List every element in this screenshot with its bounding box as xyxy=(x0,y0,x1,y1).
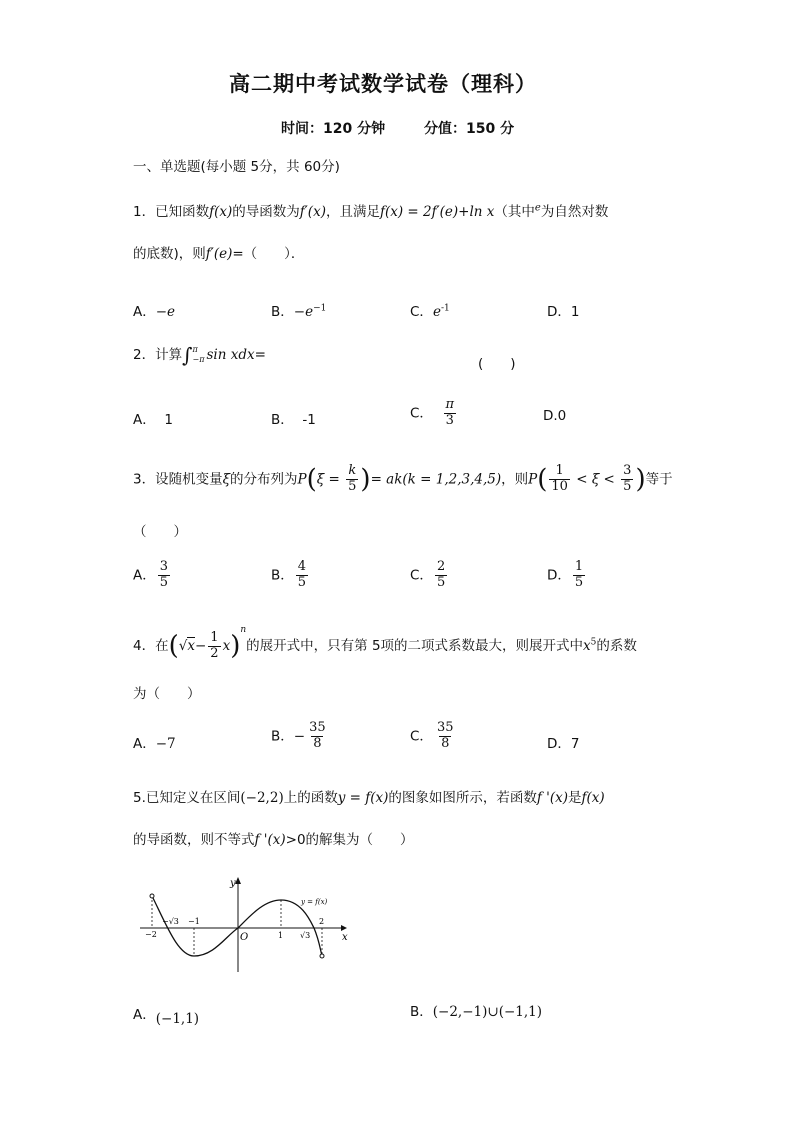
q5-interval: (−2,2) xyxy=(240,790,284,806)
fraction xyxy=(444,398,457,429)
option-letter: C． xyxy=(410,728,433,745)
numerator: 35 xyxy=(436,720,454,735)
q4-x5: x xyxy=(583,638,591,654)
option-exponent: −1 xyxy=(313,303,327,314)
exponent-5: 5 xyxy=(590,637,597,648)
denominator: 5 xyxy=(159,574,169,590)
option-letter: B． xyxy=(271,728,294,745)
denominator: 3 xyxy=(445,412,454,428)
fraction xyxy=(307,721,328,752)
question-3-line-1: 3．设随机变量ξ的分布列为P(ξ = $\frac{k}{5}$ )= ak(k = 1,2,3,4,5)，则P( $\frac{1}{10}$ < ξ < $\frac{3}{5}$ )等于 xyxy=(133,463,673,495)
denominator: 8 xyxy=(313,735,322,751)
q2-option-d[interactable] xyxy=(543,408,566,424)
tick-2: 2 xyxy=(319,917,325,926)
option-letter: C． xyxy=(410,405,433,422)
q1-text-2: 的导函数为 xyxy=(232,204,300,220)
q3-xi-3: ξ xyxy=(591,471,600,488)
option-value: -1 xyxy=(302,412,316,428)
question-5-line-1 xyxy=(133,786,605,806)
close-paren: ) xyxy=(360,464,371,495)
numerator: 2 xyxy=(436,559,446,574)
option-value: (−2,−1)∪(−1,1) xyxy=(432,1004,543,1020)
q4-text-2: 的展开式中，只有第 5项的二项式系数最大，则展开式中 xyxy=(246,638,584,654)
q3-text-4: 等于 xyxy=(645,471,673,488)
fraction xyxy=(158,560,170,591)
y-axis-label: y xyxy=(230,878,236,889)
q1-number: 1． xyxy=(133,204,156,220)
q4-text-1: 4．在 xyxy=(133,638,169,654)
q2-option-c[interactable] xyxy=(410,398,458,429)
option-letter: A． xyxy=(133,412,156,428)
option-letter: D． xyxy=(547,736,571,752)
numerator: 1 xyxy=(555,463,564,478)
option-letter: C． xyxy=(410,567,433,584)
question-1-line-1 xyxy=(133,200,608,220)
option-value: e xyxy=(432,304,441,320)
q4-option-b[interactable] xyxy=(271,721,330,752)
option-letter: D． xyxy=(547,304,571,320)
q5-text-2: 上的函数 xyxy=(283,790,338,806)
q3-option-b[interactable] xyxy=(271,560,310,591)
numerator: k xyxy=(348,463,357,478)
question-3-line-2: （ ） xyxy=(133,524,187,540)
fraction xyxy=(435,721,456,752)
q1-text-3: ，且满足 xyxy=(325,204,380,220)
denominator: 2 xyxy=(210,645,219,661)
page-title: 高二期中考试数学试卷（理科） xyxy=(229,72,537,96)
q1-option-b[interactable] xyxy=(271,300,326,320)
y-axis-arrow xyxy=(235,877,241,884)
open-paren: ( xyxy=(537,464,548,495)
denominator: 5 xyxy=(436,574,446,590)
q1-option-a[interactable] xyxy=(133,300,175,320)
q1-text-5: 为自然对数 xyxy=(540,204,609,220)
minus-sign: − xyxy=(293,728,306,745)
option-value: 1 xyxy=(164,412,173,428)
lower-limit: −π xyxy=(192,355,205,364)
option-letter: D． xyxy=(547,567,571,584)
denominator: 5 xyxy=(348,478,357,494)
exponent-n: n xyxy=(240,625,247,635)
q5-option-a[interactable] xyxy=(133,1003,200,1027)
score-label: 分值：150 分 xyxy=(424,121,515,137)
q1-fpe: f′(e) xyxy=(205,246,233,262)
q4-option-c[interactable] xyxy=(410,721,457,752)
q3-option-a[interactable] xyxy=(133,560,172,591)
q1-text-4: （其中 xyxy=(494,204,535,220)
q5-fx: f(x) xyxy=(581,790,605,806)
tick-sqrt3: √3 xyxy=(300,931,311,940)
option-letter: B． xyxy=(271,567,294,584)
option-letter: D.0 xyxy=(543,408,567,424)
sqrt-sign: √ xyxy=(178,638,188,654)
q5-text-1: 5.已知定义在区间 xyxy=(133,790,241,806)
function-curve xyxy=(152,896,325,956)
x-axis-arrow xyxy=(341,925,347,931)
q1-fpx: f′(x) xyxy=(299,204,326,220)
denominator: 10 xyxy=(551,478,568,494)
option-value: −7 xyxy=(155,736,176,752)
numerator: π xyxy=(445,397,455,412)
q3-p-2: P xyxy=(528,471,538,488)
q1-text-6: =（ ）． xyxy=(232,246,305,262)
q5-option-b[interactable] xyxy=(410,1000,542,1020)
option-letter: C． xyxy=(410,304,433,320)
q5-text-4: 是 xyxy=(568,790,582,806)
open-paren: ( xyxy=(306,464,317,495)
close-paren: ) xyxy=(230,631,241,661)
q5-line2b: >0的解集为（ ） xyxy=(285,832,414,848)
q4-x: x xyxy=(222,638,231,654)
q2-option-b[interactable] xyxy=(271,408,316,428)
q5-fpx-2: f '(x) xyxy=(254,832,286,848)
q1-text-1: 已知函数 xyxy=(155,204,210,220)
q3-xi-2: ξ xyxy=(316,471,325,488)
fraction xyxy=(573,560,585,591)
q5-line2a: 的导函数，则不等式 xyxy=(133,832,255,848)
close-paren: ) xyxy=(635,464,646,495)
q1-equation: f(x) = 2f′(e)+ln x xyxy=(379,204,495,220)
q1-line2: 的底数)，则 xyxy=(133,246,206,262)
numerator: 4 xyxy=(297,559,307,574)
q2-text: 2．计算 xyxy=(133,347,183,363)
q5-text-3: 的图象如图所示，若函数 xyxy=(388,790,537,806)
open-paren: ( xyxy=(168,631,179,661)
fraction xyxy=(435,560,447,591)
q3-text-2: 的分布列为 xyxy=(230,471,298,488)
question-2 xyxy=(133,343,266,367)
time-label: 时间：120 分钟 xyxy=(281,121,386,137)
option-value: −e xyxy=(293,304,314,320)
section-note: (每小题 5分，共 60分) xyxy=(200,159,340,175)
numerator: 3 xyxy=(623,463,632,478)
q1-fx: f(x) xyxy=(209,204,233,220)
open-endpoint-right xyxy=(320,954,324,958)
question-5-line-2 xyxy=(133,828,414,848)
q3-text-3: ，则 xyxy=(501,471,529,488)
q3-xi: ξ xyxy=(222,471,231,488)
denominator: 5 xyxy=(297,574,307,590)
origin-label: O xyxy=(240,932,249,943)
question-4-line-1 xyxy=(133,625,637,661)
option-letter: A． xyxy=(133,736,156,752)
q1-option-d[interactable] xyxy=(547,300,580,320)
numerator: 1 xyxy=(574,559,584,574)
section-heading-text: 一、单选题 xyxy=(133,159,201,175)
section-heading xyxy=(133,155,340,175)
function-graph xyxy=(136,872,351,977)
option-value: (−1,1) xyxy=(155,1011,200,1027)
curve-label: y = f(x) xyxy=(301,898,328,906)
q2-integrand: sin xdx= xyxy=(206,347,266,363)
q5-fpx: f '(x) xyxy=(536,790,569,806)
denominator: 5 xyxy=(574,574,584,590)
question-4-line-2: 为（ ） xyxy=(133,686,201,702)
fraction-k5 xyxy=(346,464,358,495)
question-1-line-2 xyxy=(133,242,304,262)
fraction xyxy=(296,560,308,591)
numerator: 3 xyxy=(159,559,169,574)
tick-1: 1 xyxy=(278,931,284,940)
q1-e: e xyxy=(534,202,541,214)
tick-neg-2: −2 xyxy=(145,930,157,939)
numerator: 1 xyxy=(210,629,219,645)
option-letter: A． xyxy=(133,567,156,584)
option-letter: B． xyxy=(271,304,294,320)
q4-option-d[interactable] xyxy=(547,732,580,752)
integral-limits xyxy=(193,345,205,364)
q4-option-a[interactable] xyxy=(133,732,176,752)
denominator: 8 xyxy=(441,735,450,751)
q3-rhs: = ak(k = 1,2,3,4,5) xyxy=(370,471,502,488)
option-value: 1 xyxy=(570,304,580,320)
option-value: 7 xyxy=(570,736,580,752)
option-letter: B． xyxy=(410,1004,433,1020)
option-value: −e xyxy=(155,304,176,320)
q1-option-c[interactable] xyxy=(410,300,450,320)
q2-option-a[interactable] xyxy=(133,408,173,428)
integral-sign: ∫ xyxy=(182,343,193,367)
q5-yfx: y = f(x) xyxy=(337,790,389,806)
tick-neg-1: −1 xyxy=(188,917,200,926)
upper-limit: π xyxy=(192,345,198,355)
option-letter: A． xyxy=(133,304,156,320)
option-letter: B． xyxy=(271,412,294,428)
q3-option-c[interactable] xyxy=(410,560,449,591)
fraction-3-5 xyxy=(621,464,633,495)
option-exponent: -1 xyxy=(440,303,450,314)
denominator: 5 xyxy=(623,478,632,494)
q2-answer-paren: ( ) xyxy=(478,356,516,372)
q3-option-d[interactable] xyxy=(547,560,587,591)
minus-sign: − xyxy=(194,638,207,654)
open-endpoint-left xyxy=(150,894,154,898)
q3-p: P xyxy=(297,471,307,488)
q4-text-3: 的系数 xyxy=(596,638,637,654)
option-letter: A． xyxy=(133,1007,156,1023)
numerator: 35 xyxy=(309,720,326,735)
q3-text-1: 3．设随机变量 xyxy=(133,471,223,488)
x-axis-label: x xyxy=(342,932,348,943)
sqrt-x: x xyxy=(187,638,195,654)
fraction-1-10 xyxy=(549,464,570,495)
tick-neg-sqrt3: −√3 xyxy=(162,917,179,926)
fraction-half xyxy=(208,631,220,662)
